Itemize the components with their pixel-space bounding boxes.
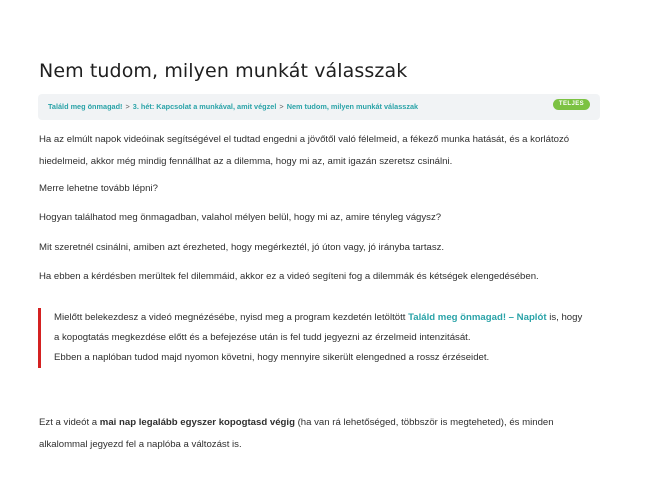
paragraph-question-1: Merre lehetne tovább lépni? [39, 183, 158, 194]
quote-line1 [41, 308, 601, 328]
quote-line1-post: is, hogy [546, 312, 583, 323]
callout-quote [38, 308, 601, 368]
paragraph-intro [39, 129, 599, 173]
breadcrumb-item-week[interactable]: 3. hét: Kapcsolat a munkával, amit végzel [132, 102, 277, 111]
breadcrumb-separator: > [279, 102, 284, 111]
paragraph-dilemma: Ha ebben a kérdésben merültek fel dilemmáid, akkor ez a videó segíteni fog a dilemmák és kétségek elengedésében. [39, 271, 539, 282]
breadcrumb-separator: > [125, 102, 130, 111]
page-title: Nem tudom, milyen munkát válasszak [39, 60, 408, 82]
quote-line3: Ebben a naplóban tudod majd nyomon követni, hogy mennyire sikerült elengedned a rossz érzéseidet. [54, 352, 490, 363]
instruction-line2: alkalommal jegyezd fel a naplóba a változást is. [39, 439, 242, 450]
instruction-bold: mai nap legalább egyszer kopogtasd végig [99, 417, 295, 428]
paragraph-question-3: Mit szeretnél csinálni, amiben azt érezheted, hogy megérkeztél, jó úton vagy, jó irányba tartasz. [39, 242, 445, 253]
status-badge: TELJES [553, 99, 590, 110]
paragraph-intro-line2: hiedelmeid, akkor még mindig fennállhat az a dilemma, hogy mi az, amit igazán szeretsz csinálni. [39, 156, 453, 167]
breadcrumb [38, 94, 600, 120]
breadcrumb-item-course[interactable]: Találd meg önmagad! [48, 102, 123, 111]
quote-line1-pre: Mielőtt belekezdesz a videó megnézésébe, nyisd meg a program kezdetén letöltött [54, 312, 409, 323]
journal-link[interactable]: Találd meg önmagad! – Naplót [408, 312, 547, 323]
paragraph-instruction [39, 412, 599, 456]
quote-line2: a kopogtatás megkezdése előtt és a befejezése után is fel tudd jegyezni az érzelmeid intenzitását. [54, 332, 471, 343]
instruction-post: (ha van rá lehetőséged, többször is megteheted), és minden [294, 417, 554, 428]
breadcrumb-item-current: Nem tudom, milyen munkát válasszak [286, 102, 419, 111]
paragraph-intro-line1: Ha az elmúlt napok videóinak segítségével el tudtad engedni a jövőtől való félelmeid, a fékező munka hatását, és a korlátozó [39, 134, 570, 145]
instruction-pre: Ezt a videót a [39, 417, 100, 428]
paragraph-question-2: Hogyan találhatod meg önmagadban, valahol mélyen belül, hogy mi az, amire tényleg vágysz? [39, 212, 442, 223]
